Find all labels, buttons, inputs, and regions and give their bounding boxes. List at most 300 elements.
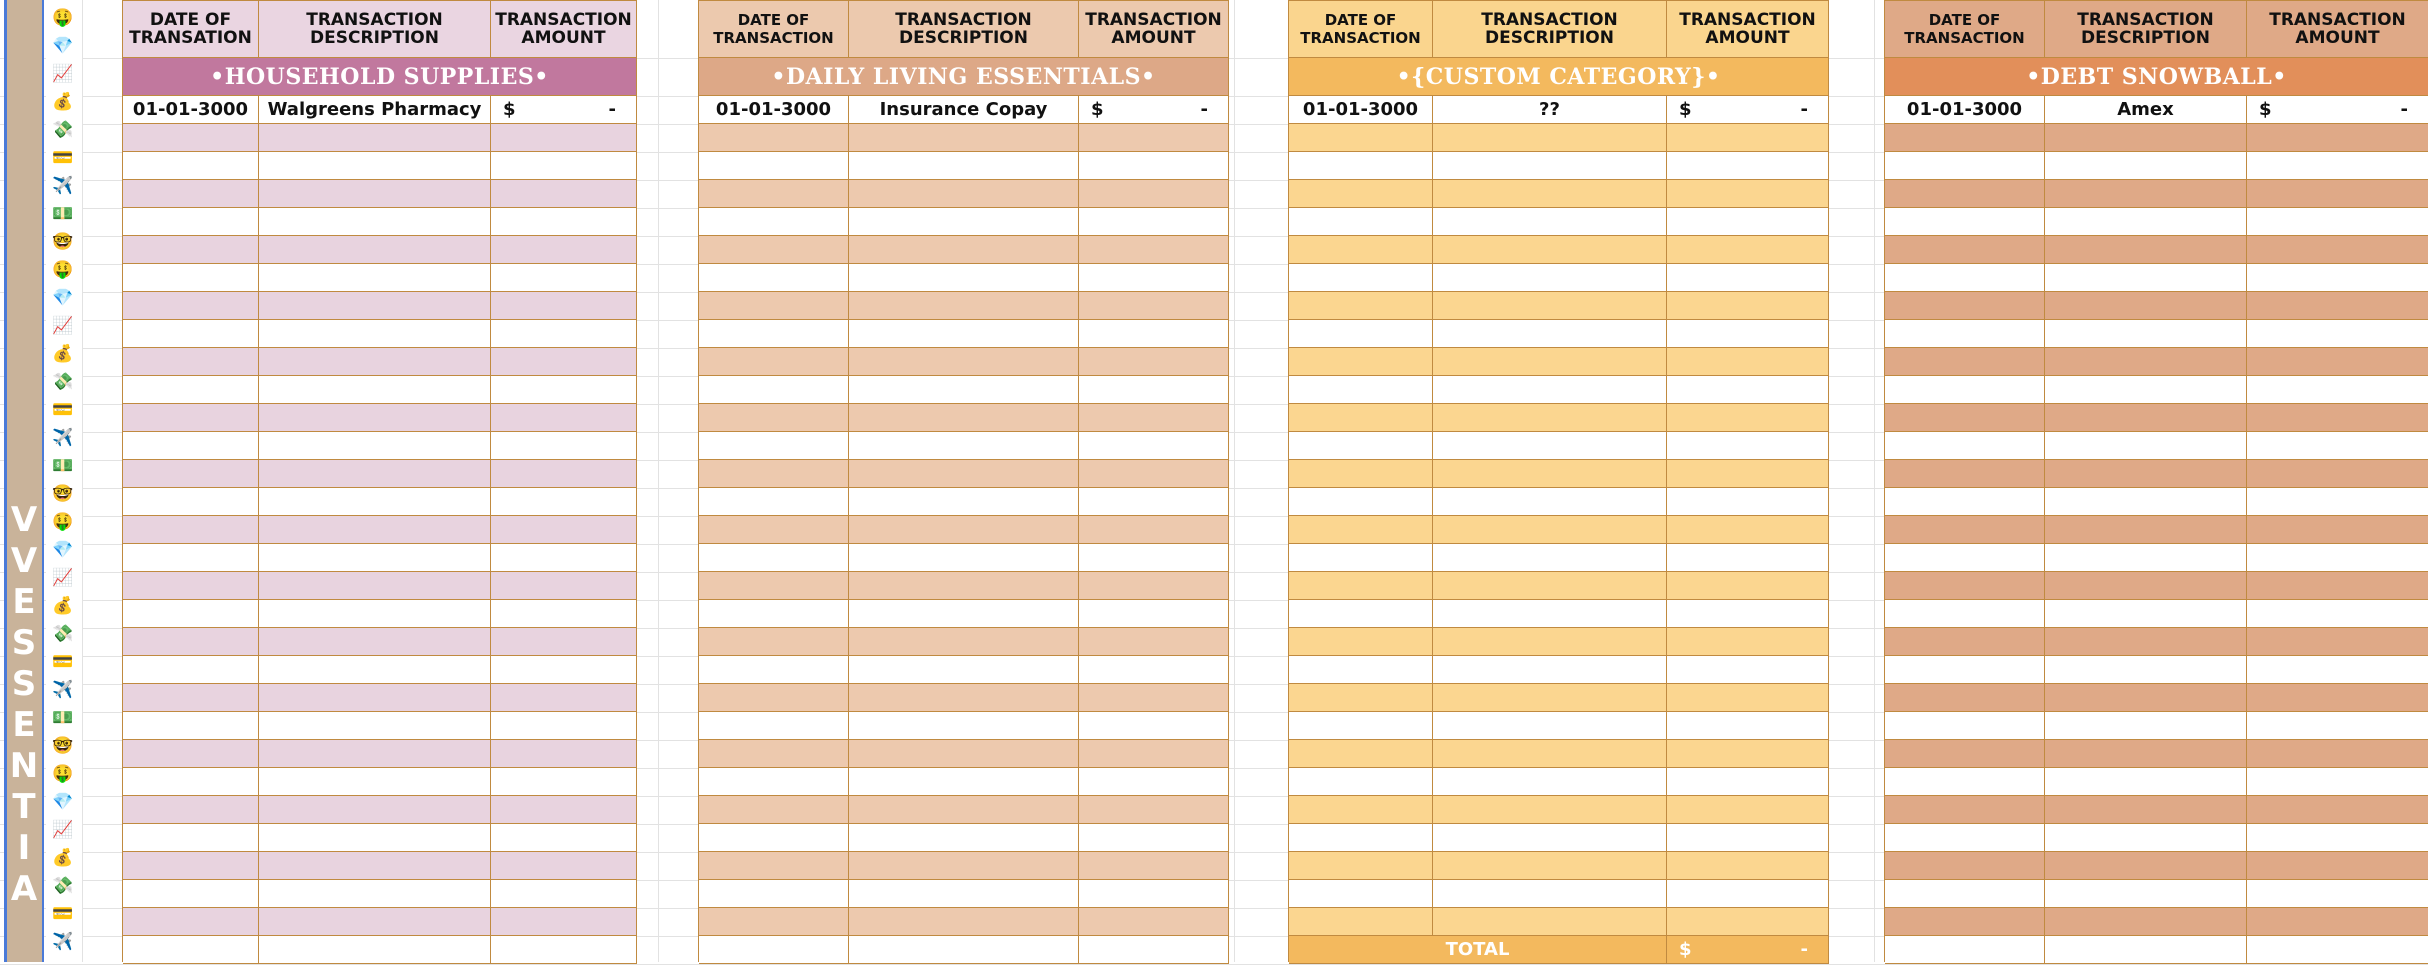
- table-cell[interactable]: [259, 796, 491, 824]
- table-cell[interactable]: [1667, 404, 1829, 432]
- table-cell[interactable]: [699, 544, 849, 572]
- table-cell[interactable]: [2247, 908, 2428, 936]
- table-cell[interactable]: [699, 628, 849, 656]
- table-cell[interactable]: [849, 404, 1079, 432]
- table-cell[interactable]: [491, 628, 637, 656]
- table-cell[interactable]: [849, 236, 1079, 264]
- table-cell[interactable]: [123, 432, 259, 460]
- table-cell[interactable]: [1667, 880, 1829, 908]
- table-cell[interactable]: [1667, 600, 1829, 628]
- table-cell[interactable]: [259, 348, 491, 376]
- table-cell[interactable]: [123, 936, 259, 964]
- table-cell[interactable]: [491, 852, 637, 880]
- table-cell[interactable]: [259, 208, 491, 236]
- table-cell[interactable]: [1885, 572, 2045, 600]
- table-cell[interactable]: [849, 320, 1079, 348]
- table-cell[interactable]: [2247, 488, 2428, 516]
- table-cell[interactable]: [1433, 656, 1667, 684]
- table-cell[interactable]: [699, 712, 849, 740]
- table-cell[interactable]: [259, 628, 491, 656]
- table-cell[interactable]: [1079, 656, 1229, 684]
- table-cell[interactable]: [1079, 236, 1229, 264]
- table-cell[interactable]: [699, 236, 849, 264]
- table-cell[interactable]: [491, 740, 637, 768]
- amount-cell[interactable]: [1079, 96, 1229, 124]
- table-cell[interactable]: [123, 600, 259, 628]
- table-cell[interactable]: [491, 908, 637, 936]
- table-cell[interactable]: [2045, 908, 2247, 936]
- table-cell[interactable]: [1289, 824, 1433, 852]
- table-cell[interactable]: [699, 824, 849, 852]
- table-cell[interactable]: [259, 180, 491, 208]
- table-cell[interactable]: [1667, 432, 1829, 460]
- table-cell[interactable]: [2247, 376, 2428, 404]
- table-cell[interactable]: [1885, 740, 2045, 768]
- table-cell[interactable]: [2045, 180, 2247, 208]
- table-cell[interactable]: [259, 852, 491, 880]
- table-cell[interactable]: [1433, 376, 1667, 404]
- table-cell[interactable]: [259, 684, 491, 712]
- table-cell[interactable]: [491, 320, 637, 348]
- table-cell[interactable]: [1079, 824, 1229, 852]
- date-cell[interactable]: 01-01-3000: [1289, 96, 1433, 124]
- table-cell[interactable]: [1885, 768, 2045, 796]
- table-cell[interactable]: [1079, 180, 1229, 208]
- table-cell[interactable]: [1289, 320, 1433, 348]
- table-cell[interactable]: [2247, 880, 2428, 908]
- table-cell[interactable]: [123, 208, 259, 236]
- table-cell[interactable]: [1433, 292, 1667, 320]
- table-cell[interactable]: [2247, 236, 2428, 264]
- table-cell[interactable]: [259, 600, 491, 628]
- table-cell[interactable]: [491, 180, 637, 208]
- table-cell[interactable]: [2045, 656, 2247, 684]
- table-cell[interactable]: [2045, 236, 2247, 264]
- table-cell[interactable]: [1885, 124, 2045, 152]
- table-cell[interactable]: [699, 852, 849, 880]
- table-cell[interactable]: [1289, 908, 1433, 936]
- table-cell[interactable]: [2247, 404, 2428, 432]
- table-cell[interactable]: [699, 124, 849, 152]
- table-cell[interactable]: [123, 628, 259, 656]
- table-cell[interactable]: [849, 124, 1079, 152]
- table-cell[interactable]: [123, 152, 259, 180]
- table-cell[interactable]: [1289, 656, 1433, 684]
- table-cell[interactable]: [1433, 796, 1667, 824]
- table-cell[interactable]: [491, 572, 637, 600]
- table-cell[interactable]: [1079, 460, 1229, 488]
- table-cell[interactable]: [123, 852, 259, 880]
- table-cell[interactable]: [1667, 908, 1829, 936]
- table-cell[interactable]: [123, 460, 259, 488]
- table-cell[interactable]: [491, 264, 637, 292]
- table-cell[interactable]: [1289, 124, 1433, 152]
- table-cell[interactable]: [1289, 600, 1433, 628]
- table-cell[interactable]: [849, 600, 1079, 628]
- table-cell[interactable]: [849, 488, 1079, 516]
- total-amount[interactable]: [1667, 936, 1829, 964]
- table-cell[interactable]: [2045, 264, 2247, 292]
- table-cell[interactable]: [1667, 572, 1829, 600]
- table-cell[interactable]: [2045, 460, 2247, 488]
- table-cell[interactable]: [699, 292, 849, 320]
- table-cell[interactable]: [699, 796, 849, 824]
- table-cell[interactable]: [1433, 516, 1667, 544]
- table-cell[interactable]: [1079, 432, 1229, 460]
- table-cell[interactable]: [491, 376, 637, 404]
- table-cell[interactable]: [1433, 208, 1667, 236]
- table-cell[interactable]: [491, 404, 637, 432]
- table-cell[interactable]: [491, 656, 637, 684]
- table-cell[interactable]: [123, 180, 259, 208]
- table-cell[interactable]: [2247, 124, 2428, 152]
- table-cell[interactable]: [259, 712, 491, 740]
- table-cell[interactable]: [2247, 600, 2428, 628]
- table-cell[interactable]: [1079, 712, 1229, 740]
- table-cell[interactable]: [1667, 656, 1829, 684]
- table-cell[interactable]: [1885, 852, 2045, 880]
- table-cell[interactable]: [259, 264, 491, 292]
- table-cell[interactable]: [259, 936, 491, 964]
- table-cell[interactable]: [1289, 404, 1433, 432]
- table-cell[interactable]: [849, 180, 1079, 208]
- table-cell[interactable]: [1433, 544, 1667, 572]
- table-cell[interactable]: [2247, 656, 2428, 684]
- table-cell[interactable]: [123, 516, 259, 544]
- table-cell[interactable]: [849, 852, 1079, 880]
- table-cell[interactable]: [1079, 488, 1229, 516]
- table-cell[interactable]: [2045, 320, 2247, 348]
- table-cell[interactable]: [2045, 628, 2247, 656]
- table-cell[interactable]: [2247, 292, 2428, 320]
- table-cell[interactable]: [2247, 684, 2428, 712]
- table-cell[interactable]: [259, 544, 491, 572]
- table-cell[interactable]: [1885, 656, 2045, 684]
- table-cell[interactable]: [259, 824, 491, 852]
- table-cell[interactable]: [2247, 516, 2428, 544]
- table-cell[interactable]: [123, 124, 259, 152]
- table-cell[interactable]: [2045, 348, 2247, 376]
- table-cell[interactable]: [491, 516, 637, 544]
- table-cell[interactable]: [1433, 572, 1667, 600]
- table-cell[interactable]: [259, 320, 491, 348]
- table-cell[interactable]: [1079, 796, 1229, 824]
- table-cell[interactable]: [1289, 348, 1433, 376]
- table-cell[interactable]: [491, 684, 637, 712]
- table-cell[interactable]: [1885, 488, 2045, 516]
- table-cell[interactable]: [2247, 460, 2428, 488]
- table-cell[interactable]: [1433, 852, 1667, 880]
- table-cell[interactable]: [1885, 208, 2045, 236]
- table-cell[interactable]: [1885, 152, 2045, 180]
- table-cell[interactable]: [1079, 544, 1229, 572]
- table-cell[interactable]: [1885, 180, 2045, 208]
- table-cell[interactable]: [1289, 376, 1433, 404]
- table-cell[interactable]: [1433, 236, 1667, 264]
- table-cell[interactable]: [491, 544, 637, 572]
- table-cell[interactable]: [849, 376, 1079, 404]
- table-cell[interactable]: [2045, 768, 2247, 796]
- table-cell[interactable]: [2045, 292, 2247, 320]
- table-cell[interactable]: [2045, 488, 2247, 516]
- table-cell[interactable]: [849, 684, 1079, 712]
- table-cell[interactable]: [1079, 628, 1229, 656]
- table-cell[interactable]: [1667, 152, 1829, 180]
- table-cell[interactable]: [259, 432, 491, 460]
- date-cell[interactable]: 01-01-3000: [123, 96, 259, 124]
- table-cell[interactable]: [2247, 712, 2428, 740]
- table-cell[interactable]: [1079, 320, 1229, 348]
- table-cell[interactable]: [2247, 936, 2428, 964]
- table-cell[interactable]: [1079, 348, 1229, 376]
- table-cell[interactable]: [699, 656, 849, 684]
- table-cell[interactable]: [1433, 320, 1667, 348]
- table-cell[interactable]: [1079, 292, 1229, 320]
- table-cell[interactable]: [2045, 516, 2247, 544]
- table-cell[interactable]: [2247, 544, 2428, 572]
- table-cell[interactable]: [1433, 880, 1667, 908]
- table-cell[interactable]: [1667, 824, 1829, 852]
- table-cell[interactable]: [699, 460, 849, 488]
- table-cell[interactable]: [1079, 404, 1229, 432]
- table-cell[interactable]: [1667, 852, 1829, 880]
- table-cell[interactable]: [1289, 628, 1433, 656]
- table-cell[interactable]: [1885, 936, 2045, 964]
- table-cell[interactable]: [491, 236, 637, 264]
- table-cell[interactable]: [1667, 684, 1829, 712]
- table-cell[interactable]: [849, 936, 1079, 964]
- table-cell[interactable]: [1289, 264, 1433, 292]
- table-cell[interactable]: [699, 208, 849, 236]
- table-cell[interactable]: [2045, 544, 2247, 572]
- date-cell[interactable]: 01-01-3000: [699, 96, 849, 124]
- table-cell[interactable]: [1667, 516, 1829, 544]
- table-cell[interactable]: [1079, 740, 1229, 768]
- table-cell[interactable]: [1079, 152, 1229, 180]
- table-cell[interactable]: [123, 572, 259, 600]
- table-cell[interactable]: [491, 824, 637, 852]
- table-cell[interactable]: [849, 880, 1079, 908]
- table-cell[interactable]: [699, 432, 849, 460]
- table-cell[interactable]: [1079, 880, 1229, 908]
- table-cell[interactable]: [1667, 348, 1829, 376]
- table-cell[interactable]: [1433, 348, 1667, 376]
- table-cell[interactable]: [123, 824, 259, 852]
- table-cell[interactable]: [1079, 600, 1229, 628]
- table-cell[interactable]: [259, 124, 491, 152]
- table-cell[interactable]: [1433, 628, 1667, 656]
- table-cell[interactable]: [2247, 768, 2428, 796]
- table-cell[interactable]: [491, 600, 637, 628]
- table-cell[interactable]: [849, 292, 1079, 320]
- table-cell[interactable]: [1667, 796, 1829, 824]
- table-cell[interactable]: [1289, 852, 1433, 880]
- table-cell[interactable]: [123, 712, 259, 740]
- table-cell[interactable]: [849, 712, 1079, 740]
- table-cell[interactable]: [1079, 768, 1229, 796]
- table-cell[interactable]: [849, 460, 1079, 488]
- table-cell[interactable]: [2247, 740, 2428, 768]
- table-cell[interactable]: [699, 572, 849, 600]
- table-cell[interactable]: [849, 796, 1079, 824]
- table-cell[interactable]: [2247, 628, 2428, 656]
- table-cell[interactable]: [1885, 320, 2045, 348]
- table-cell[interactable]: [2045, 824, 2247, 852]
- table-cell[interactable]: [1885, 544, 2045, 572]
- description-cell[interactable]: ??: [1433, 96, 1667, 124]
- table-cell[interactable]: [123, 768, 259, 796]
- table-cell[interactable]: [2045, 880, 2247, 908]
- table-cell[interactable]: [1885, 516, 2045, 544]
- table-cell[interactable]: [259, 152, 491, 180]
- table-cell[interactable]: [123, 376, 259, 404]
- table-cell[interactable]: [491, 208, 637, 236]
- table-cell[interactable]: [2045, 152, 2247, 180]
- table-cell[interactable]: [2247, 208, 2428, 236]
- table-cell[interactable]: [2045, 852, 2247, 880]
- table-cell[interactable]: [2247, 572, 2428, 600]
- table-cell[interactable]: [1433, 908, 1667, 936]
- table-cell[interactable]: [1667, 768, 1829, 796]
- table-cell[interactable]: [1289, 880, 1433, 908]
- table-cell[interactable]: [123, 292, 259, 320]
- table-cell[interactable]: [491, 768, 637, 796]
- table-cell[interactable]: [259, 404, 491, 432]
- table-cell[interactable]: [1289, 544, 1433, 572]
- amount-cell[interactable]: [2247, 96, 2428, 124]
- table-cell[interactable]: [1079, 572, 1229, 600]
- table-cell[interactable]: [2045, 712, 2247, 740]
- table-cell[interactable]: [699, 880, 849, 908]
- table-cell[interactable]: [1289, 152, 1433, 180]
- table-cell[interactable]: [259, 516, 491, 544]
- table-cell[interactable]: [1433, 152, 1667, 180]
- table-cell[interactable]: [1289, 768, 1433, 796]
- table-cell[interactable]: [1079, 208, 1229, 236]
- date-cell[interactable]: 01-01-3000: [1885, 96, 2045, 124]
- table-cell[interactable]: [1667, 264, 1829, 292]
- table-cell[interactable]: [1079, 852, 1229, 880]
- table-cell[interactable]: [2045, 404, 2247, 432]
- table-cell[interactable]: [1885, 264, 2045, 292]
- table-cell[interactable]: [699, 740, 849, 768]
- table-cell[interactable]: [1667, 740, 1829, 768]
- table-cell[interactable]: [1079, 124, 1229, 152]
- table-cell[interactable]: [699, 348, 849, 376]
- table-cell[interactable]: [2247, 824, 2428, 852]
- table-cell[interactable]: [1667, 460, 1829, 488]
- table-cell[interactable]: [259, 768, 491, 796]
- table-cell[interactable]: [123, 320, 259, 348]
- table-cell[interactable]: [259, 292, 491, 320]
- table-cell[interactable]: [1289, 796, 1433, 824]
- table-cell[interactable]: [1433, 824, 1667, 852]
- description-cell[interactable]: Walgreens Pharmacy: [259, 96, 491, 124]
- table-cell[interactable]: [699, 488, 849, 516]
- table-cell[interactable]: [1885, 600, 2045, 628]
- table-cell[interactable]: [1433, 124, 1667, 152]
- table-cell[interactable]: [1289, 432, 1433, 460]
- table-cell[interactable]: [849, 572, 1079, 600]
- table-cell[interactable]: [849, 768, 1079, 796]
- table-cell[interactable]: [849, 544, 1079, 572]
- table-cell[interactable]: [1079, 376, 1229, 404]
- table-cell[interactable]: [1433, 684, 1667, 712]
- table-cell[interactable]: [259, 656, 491, 684]
- table-cell[interactable]: [123, 796, 259, 824]
- table-cell[interactable]: [2045, 572, 2247, 600]
- table-cell[interactable]: [1885, 404, 2045, 432]
- table-cell[interactable]: [2247, 180, 2428, 208]
- table-cell[interactable]: [1885, 824, 2045, 852]
- table-cell[interactable]: [699, 376, 849, 404]
- table-cell[interactable]: [1289, 712, 1433, 740]
- table-cell[interactable]: [259, 376, 491, 404]
- table-cell[interactable]: [849, 264, 1079, 292]
- table-cell[interactable]: [123, 236, 259, 264]
- table-cell[interactable]: [123, 404, 259, 432]
- table-cell[interactable]: [1885, 880, 2045, 908]
- table-cell[interactable]: [123, 264, 259, 292]
- description-cell[interactable]: Amex: [2045, 96, 2247, 124]
- table-cell[interactable]: [849, 516, 1079, 544]
- table-cell[interactable]: [491, 488, 637, 516]
- table-cell[interactable]: [1289, 572, 1433, 600]
- table-cell[interactable]: [1433, 488, 1667, 516]
- table-cell[interactable]: [2045, 432, 2247, 460]
- table-cell[interactable]: [1433, 180, 1667, 208]
- table-cell[interactable]: [491, 796, 637, 824]
- table-cell[interactable]: [1885, 684, 2045, 712]
- table-cell[interactable]: [259, 460, 491, 488]
- table-cell[interactable]: [1667, 544, 1829, 572]
- table-cell[interactable]: [1885, 376, 2045, 404]
- table-cell[interactable]: [259, 572, 491, 600]
- table-cell[interactable]: [1289, 292, 1433, 320]
- table-cell[interactable]: [2247, 432, 2428, 460]
- table-cell[interactable]: [491, 124, 637, 152]
- table-cell[interactable]: [2045, 376, 2247, 404]
- table-cell[interactable]: [1885, 796, 2045, 824]
- table-cell[interactable]: [259, 740, 491, 768]
- table-cell[interactable]: [1667, 712, 1829, 740]
- table-cell[interactable]: [699, 404, 849, 432]
- table-cell[interactable]: [2045, 600, 2247, 628]
- table-cell[interactable]: [699, 264, 849, 292]
- table-cell[interactable]: [699, 152, 849, 180]
- table-cell[interactable]: [2247, 320, 2428, 348]
- table-cell[interactable]: [1885, 236, 2045, 264]
- table-cell[interactable]: [849, 908, 1079, 936]
- table-cell[interactable]: [849, 740, 1079, 768]
- table-cell[interactable]: [699, 180, 849, 208]
- table-cell[interactable]: [1289, 740, 1433, 768]
- table-cell[interactable]: [1885, 348, 2045, 376]
- table-cell[interactable]: [1079, 684, 1229, 712]
- table-cell[interactable]: [491, 936, 637, 964]
- table-cell[interactable]: [699, 600, 849, 628]
- table-cell[interactable]: [259, 488, 491, 516]
- table-cell[interactable]: [1433, 432, 1667, 460]
- table-cell[interactable]: [491, 348, 637, 376]
- table-cell[interactable]: [699, 320, 849, 348]
- table-cell[interactable]: [1433, 600, 1667, 628]
- table-cell[interactable]: [1433, 740, 1667, 768]
- table-cell[interactable]: [849, 152, 1079, 180]
- table-cell[interactable]: [1667, 208, 1829, 236]
- table-cell[interactable]: [2247, 264, 2428, 292]
- table-cell[interactable]: [2045, 796, 2247, 824]
